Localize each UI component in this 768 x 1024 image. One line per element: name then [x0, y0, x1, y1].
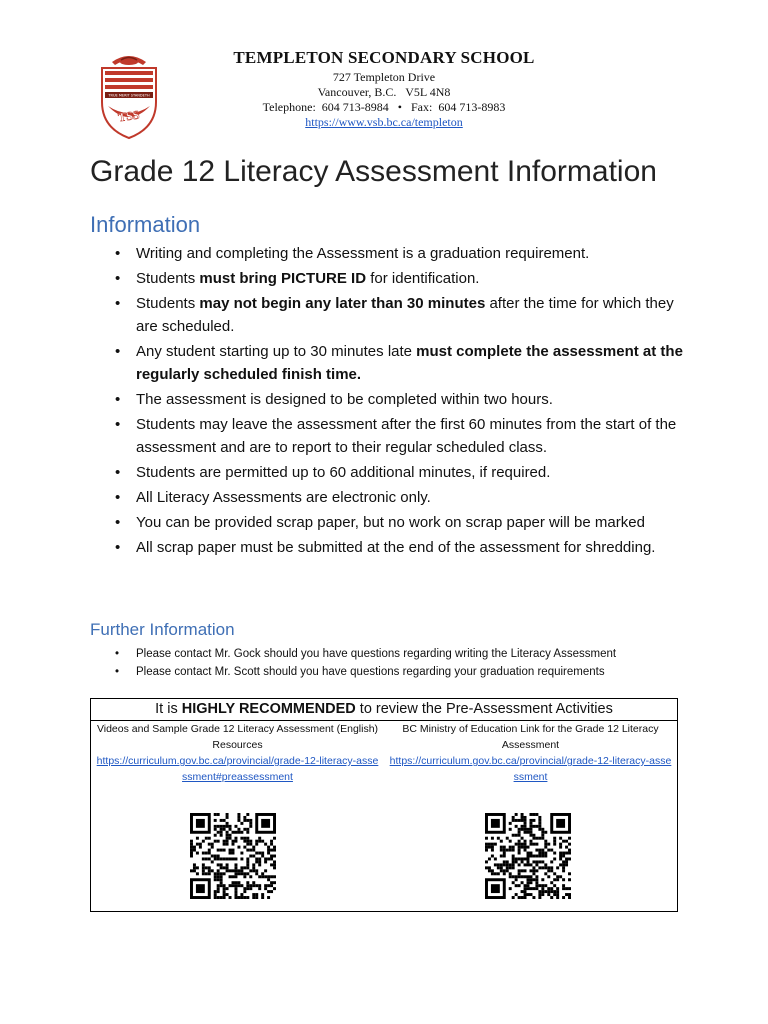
ministry-column	[384, 721, 677, 785]
text-run: All Literacy Assessments are electronic only.	[136, 489, 431, 506]
further-information-heading: Further Information	[90, 620, 235, 639]
recommend-heading	[91, 699, 677, 721]
qr-code-icon[interactable]	[190, 813, 276, 899]
contact-scott-item: • Please contact Mr. Scott should you have questions regarding your graduation requirements	[108, 663, 708, 681]
information-item	[108, 461, 688, 484]
information-item	[108, 536, 688, 559]
pre-assessment-box	[90, 698, 678, 912]
recommend-bold: HIGHLY RECOMMENDED	[181, 701, 356, 717]
school-info	[160, 46, 608, 130]
bold-text: may not begin any later than 30 minutes	[199, 295, 486, 312]
school-name: TEMPLETON SECONDARY SCHOOL	[233, 48, 535, 67]
preassessment-link[interactable]: https://curriculum.gov.bc.ca/provincial/grade-12-literacy-assessment#preassessment	[96, 755, 379, 783]
svg-text:TRUE MERIT STANDETH: TRUE MERIT STANDETH	[108, 93, 150, 98]
resources-column	[91, 721, 384, 785]
school-website-link[interactable]: https://www.vsb.bc.ca/templeton	[305, 115, 463, 129]
information-item	[108, 413, 688, 459]
street-address: 727 Templeton Drive	[332, 70, 436, 84]
information-item	[108, 267, 688, 290]
resources-description: Videos and Sample Grade 12 Literacy Assessment (English) Resources	[96, 723, 379, 751]
letterhead	[0, 44, 768, 144]
information-item	[108, 388, 688, 411]
text-run: The assessment is designed to be completed within two hours.	[136, 391, 553, 408]
bold-text: must bring PICTURE ID	[199, 270, 367, 287]
information-item	[108, 292, 688, 338]
ministry-link[interactable]: https://curriculum.gov.bc.ca/provincial/grade-12-literacy-assessment	[389, 755, 672, 783]
city-address: Vancouver, B.C. V5L 4N8	[317, 85, 451, 99]
text-run: for identification.	[366, 270, 480, 287]
information-list	[108, 242, 688, 561]
text-run: Any student starting up to 30 minutes late	[136, 343, 417, 360]
phone-fax: Telephone: 604 713-8984 • Fax: 604 713-8983	[262, 100, 506, 114]
information-item	[108, 486, 688, 509]
text-run: Students are permitted up to 60 additional minutes, if required.	[136, 464, 551, 481]
information-item	[108, 511, 688, 534]
school-crest-icon	[98, 48, 160, 140]
svg-text:TSS: TSS	[117, 107, 141, 125]
further-information-list	[108, 645, 708, 681]
text-run: Students	[136, 270, 200, 287]
contact-gock-item: • Please contact Mr. Gock should you have questions regarding writing the Literacy Assessment	[108, 645, 708, 663]
text-run: Students	[136, 295, 200, 312]
information-item	[108, 340, 688, 386]
text-run: You can be provided scrap paper, but no work on scrap paper will be marked	[136, 514, 645, 531]
text-run: Writing and completing the Assessment is a graduation requirement.	[136, 245, 590, 262]
bold-text: must complete the assessment at the regularly scheduled finish time.	[136, 343, 683, 383]
information-heading: Information	[90, 212, 201, 237]
qr-code-icon[interactable]	[485, 813, 571, 899]
text-run: Students may leave the assessment after the first 60 minutes from the start of the assessment and are to report to their regular scheduled class.	[136, 416, 677, 456]
recommend-prefix: It is	[155, 701, 182, 717]
text-run: All scrap paper must be submitted at the end of the assessment for shredding.	[136, 539, 656, 556]
information-item	[108, 242, 688, 265]
recommend-suffix: to review the Pre-Assessment Activities	[355, 701, 613, 717]
text-run: after the time for which they are scheduled.	[136, 295, 674, 335]
page-title: Grade 12 Literacy Assessment Information	[90, 155, 657, 188]
ministry-description: BC Ministry of Education Link for the Grade 12 Literacy Assessment	[402, 723, 659, 751]
